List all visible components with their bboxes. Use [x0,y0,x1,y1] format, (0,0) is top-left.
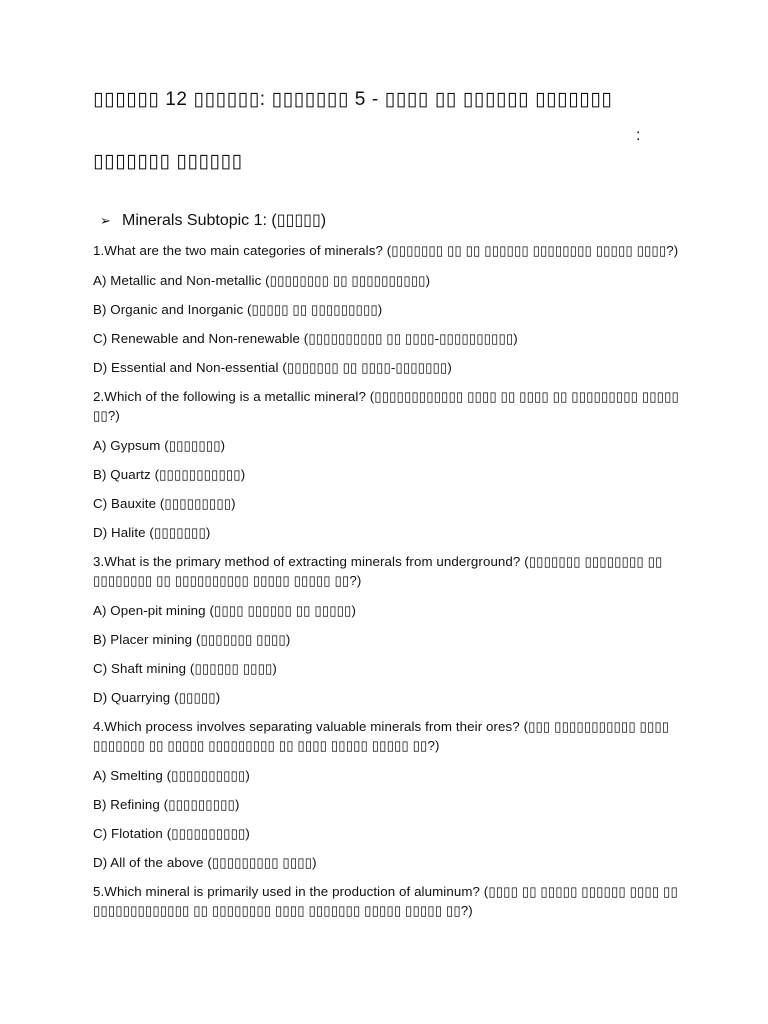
question-4-option-c: C) Flotation (▯▯▯▯▯▯▯▯▯▯) [93,826,250,841]
page-title: ▯▯▯▯▯▯ 12 ▯▯▯▯▯▯: ▯▯▯▯▯▯▯ 5 - ▯▯▯▯ ▯▯ ▯▯▯▯▯▯ ▯▯▯▯▯▯▯ [93,89,613,110]
question-2-option-a: A) Gypsum (▯▯▯▯▯▯▯) [93,438,226,453]
question-4-option-b: B) Refining (▯▯▯▯▯▯▯▯▯) [93,797,240,812]
question-2-option-d: D) Halite (▯▯▯▯▯▯▯) [93,525,211,540]
question-1-option-b: B) Organic and Inorganic (▯▯▯▯▯ ▯▯ ▯▯▯▯▯▯▯▯▯) [93,302,383,317]
question-5: 5.Which mineral is primarily used in the production of aluminum? (▯▯▯▯ ▯▯ ▯▯▯▯▯ ▯▯▯▯▯▯ ▯▯▯▯ ▯▯ ▯▯▯▯▯▯▯▯▯▯▯▯▯ ▯▯ ▯▯▯▯▯▯▯▯ ▯▯▯▯ ▯▯▯▯▯▯▯ ▯▯▯▯▯ ▯▯▯▯▯ ▯▯?) [93,884,678,918]
question-3: 3.What is the primary method of extracting minerals from underground? (▯▯▯▯▯▯▯ ▯▯▯▯▯▯▯▯ ▯▯ ▯▯▯▯▯▯▯▯ ▯▯ ▯▯▯▯▯▯▯▯▯▯ ▯▯▯▯▯ ▯▯▯▯▯ ▯▯?) [93,554,663,588]
question-2-option-c: C) Bauxite (▯▯▯▯▯▯▯▯▯) [93,496,236,511]
question-4-option-a: A) Smelting (▯▯▯▯▯▯▯▯▯▯) [93,768,250,783]
page-subtitle: ▯▯▯▯▯▯▯ ▯▯▯▯▯▯ [93,151,243,172]
question-3-option-a: A) Open-pit mining (▯▯▯▯ ▯▯▯▯▯▯ ▯▯ ▯▯▯▯▯) [93,603,356,618]
question-list [93,241,683,931]
question-1: 1.What are the two main categories of minerals? (▯▯▯▯▯▯▯ ▯▯ ▯▯ ▯▯▯▯▯▯ ▯▯▯▯▯▯▯▯ ▯▯▯▯▯ ▯▯▯▯?) [93,243,679,258]
question-2: 2.Which of the following is a metallic mineral? (▯▯▯▯▯▯▯▯▯▯▯▯ ▯▯▯▯ ▯▯ ▯▯▯▯ ▯▯ ▯▯▯▯▯▯▯▯▯ ▯▯▯▯▯ ▯▯?) [93,389,679,423]
subtopic-label: Minerals Subtopic 1: (▯▯▯▯▯) [122,212,327,229]
title-colon: : [636,127,641,144]
arrow-bullet-icon: ➢ [100,213,111,228]
question-3-option-b: B) Placer mining (▯▯▯▯▯▯▯ ▯▯▯▯) [93,632,291,647]
question-1-option-a: A) Metallic and Non-metallic (▯▯▯▯▯▯▯▯ ▯▯ ▯▯▯▯▯▯▯▯▯▯) [93,273,431,288]
question-3-option-c: C) Shaft mining (▯▯▯▯▯▯ ▯▯▯▯) [93,661,277,676]
question-2-option-b: B) Quartz (▯▯▯▯▯▯▯▯▯▯▯) [93,467,246,482]
question-1-option-c: C) Renewable and Non-renewable (▯▯▯▯▯▯▯▯▯▯ ▯▯ ▯▯▯▯-▯▯▯▯▯▯▯▯▯▯) [93,331,518,346]
question-4-option-d: D) All of the above (▯▯▯▯▯▯▯▯▯ ▯▯▯▯) [93,855,317,870]
question-4: 4.Which process involves separating valuable minerals from their ores? (▯▯▯ ▯▯▯▯▯▯▯▯▯▯▯ ▯▯▯▯ ▯▯▯▯▯▯▯ ▯▯ ▯▯▯▯▯ ▯▯▯▯▯▯▯▯▯ ▯▯ ▯▯▯▯ ▯▯▯▯▯ ▯▯▯▯▯ ▯▯?) [93,719,670,753]
question-3-option-d: D) Quarrying (▯▯▯▯▯) [93,690,221,705]
subtopic-heading [100,210,326,230]
question-1-option-d: D) Essential and Non-essential (▯▯▯▯▯▯▯ ▯▯ ▯▯▯▯-▯▯▯▯▯▯▯) [93,360,452,375]
